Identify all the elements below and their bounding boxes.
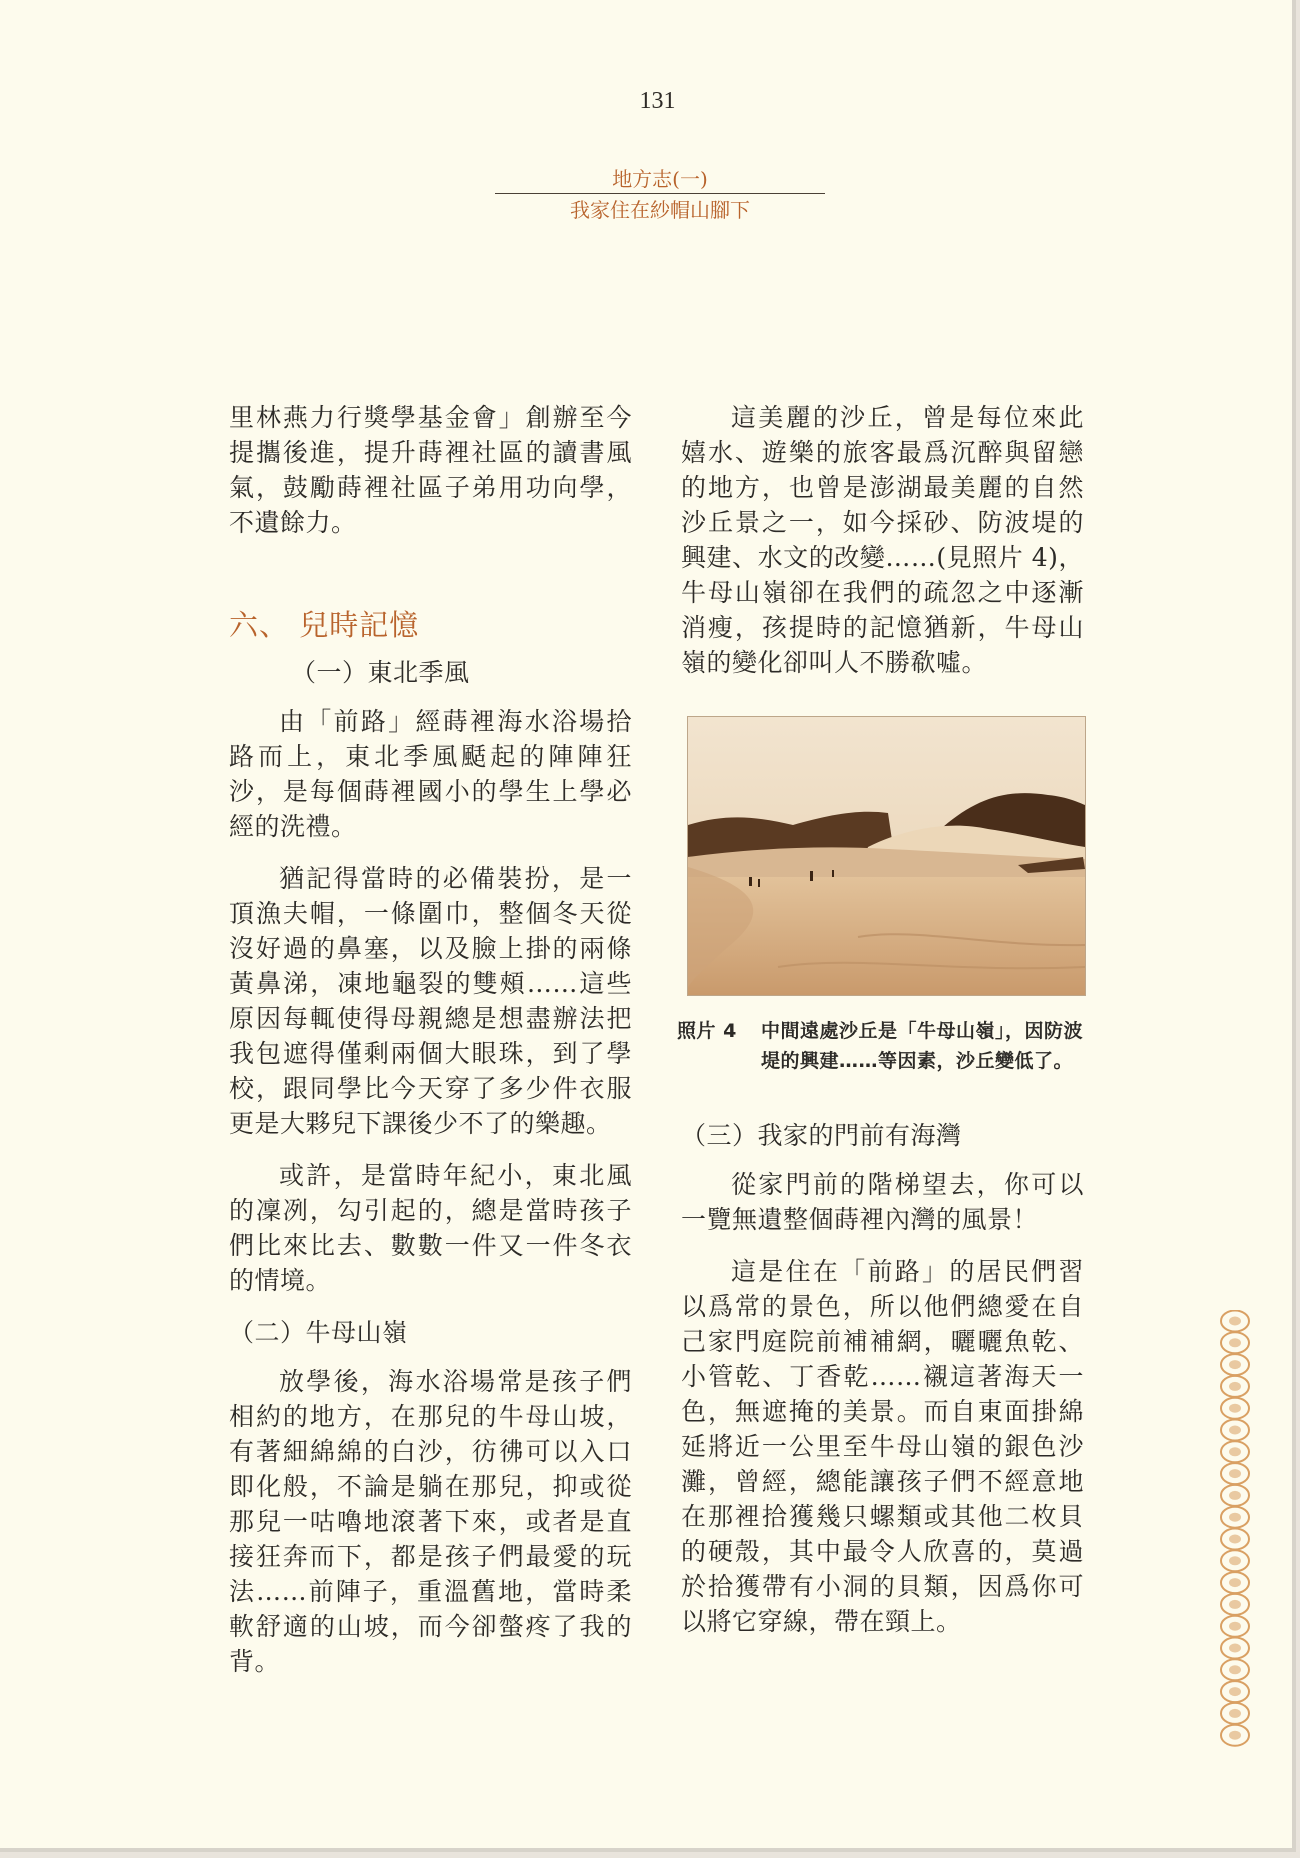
ornament-graphic	[1218, 1310, 1252, 1750]
intro-paragraph: 里林燕力行獎學基金會」創辦至今提攜後進，提升蒔裡社區的讀書風氣，鼓勵蒔裡社區子弟用功向學，不遺餘力。	[229, 403, 632, 537]
ornament-link-center	[1229, 1665, 1241, 1674]
ornament-link-center	[1229, 1317, 1241, 1326]
beach-dune-photo	[687, 716, 1086, 996]
running-head-title: 我家住在紗帽山腳下	[570, 198, 750, 222]
left-column	[229, 400, 632, 1696]
ornament-link-center	[1229, 1622, 1241, 1631]
photo-caption-text: 中間遠處沙丘是「牛母山嶺」，因防波堤的興建……等因素，沙丘變低了。	[761, 1020, 1084, 1072]
subsection-heading-2: （二）牛母山嶺	[229, 1318, 408, 1347]
photo-image	[688, 717, 1085, 995]
paragraph: 這美麗的沙丘，曾是每位來此嬉水、遊樂的旅客最爲沉醉與留戀的地方，也曾是澎湖最美麗的自然沙丘景之一，如今採砂、防波堤的興建、水文的改變……(見照片 4)，牛母山嶺卻在我們的疏忽之中逐漸消瘦，孩提時的記憶猶新，牛母山嶺的變化卻叫人不勝欷噓。	[681, 403, 1084, 677]
paragraph: 或許，是當時年紀小，東北風的凜冽，勾引起的，總是當時孩子們比來比去、數數一件又一件冬衣的情境。	[229, 1161, 632, 1295]
ornament-link-center	[1229, 1600, 1241, 1609]
ornament-link-center	[1229, 1687, 1241, 1696]
ornament-link-center	[1229, 1644, 1241, 1653]
ornament-link-center	[1229, 1338, 1241, 1347]
subsection-heading-1: （一）東北季風	[291, 658, 470, 687]
running-head-rule	[495, 193, 825, 194]
ornament-link-center	[1229, 1404, 1241, 1413]
running-head	[495, 166, 825, 223]
paragraph: 放學後，海水浴場常是孩子們相約的地方，在那兒的牛母山坡，有著細綿綿的白沙，彷彿可以入口即化般，不論是躺在那兒，抑或從那兒一咕嚕地滾著下來，或者是直接狂奔而下，都是孩子們最愛的玩法……前陣子，重溫舊地，當時柔軟舒適的山坡，而今卻螫疼了我的背。	[229, 1367, 632, 1676]
paragraph: 這是住在「前路」的居民們習以爲常的景色，所以他們總愛在自己家門庭院前補補網，曬曬魚乾、小管乾、丁香乾……襯這著海天一色，無遮掩的美景。而自東面掛綿延將近一公里至牛母山嶺的銀色沙灘，曾經，總能讓孩子們不經意地在那裡拾獲幾只螺類或其他二枚貝的硬殼，其中最令人欣喜的，莫過於拾獲帶有小洞的貝類，因爲你可以將它穿線，帶在頸上。	[681, 1257, 1084, 1636]
paragraph: 從家門前的階梯望去，你可以一覽無遺整個蒔裡內灣的風景！	[681, 1170, 1084, 1234]
ornament-link-center	[1229, 1556, 1241, 1565]
ornament-link-center	[1229, 1382, 1241, 1391]
ornament-link-center	[1229, 1513, 1241, 1522]
ornament-link-center	[1229, 1360, 1241, 1369]
ornament-link-center	[1229, 1578, 1241, 1587]
right-column	[677, 400, 1084, 1656]
page-number: 131	[639, 88, 676, 114]
ornament-link-center	[1229, 1535, 1241, 1544]
ornament-link-center	[1229, 1447, 1241, 1456]
ornament-link-center	[1229, 1709, 1241, 1718]
running-head-section: 地方志(一)	[612, 167, 708, 191]
photo-caption	[677, 1016, 1084, 1076]
decorative-chain-ornament	[1218, 1310, 1252, 1750]
ornament-link-center	[1229, 1426, 1241, 1435]
ornament-link-center	[1229, 1731, 1241, 1740]
paragraph: 由「前路」經蒔裡海水浴場拾路而上，東北季風颳起的陣陣狂沙，是每個蒔裡國小的學生上學必經的洗禮。	[229, 707, 632, 841]
ornament-link-center	[1229, 1491, 1241, 1500]
section-heading: 六、 兒時記憶	[229, 608, 420, 642]
ornament-link-center	[1229, 1469, 1241, 1478]
photo-caption-label: 照片 4	[677, 1020, 737, 1042]
paragraph: 猶記得當時的必備裝扮，是一頂漁夫帽，一條圍巾，整個冬天從沒好過的鼻塞，以及臉上掛的兩條黃鼻涕，凍地龜裂的雙頰……這些原因每輒使得母親總是想盡辦法把我包遮得僅剩兩個大眼珠，到了學校，跟同學比今天穿了多少件衣服更是大夥兒下課後少不了的樂趣。	[229, 864, 632, 1138]
subsection-heading-3: （三）我家的門前有海灣	[681, 1121, 962, 1150]
